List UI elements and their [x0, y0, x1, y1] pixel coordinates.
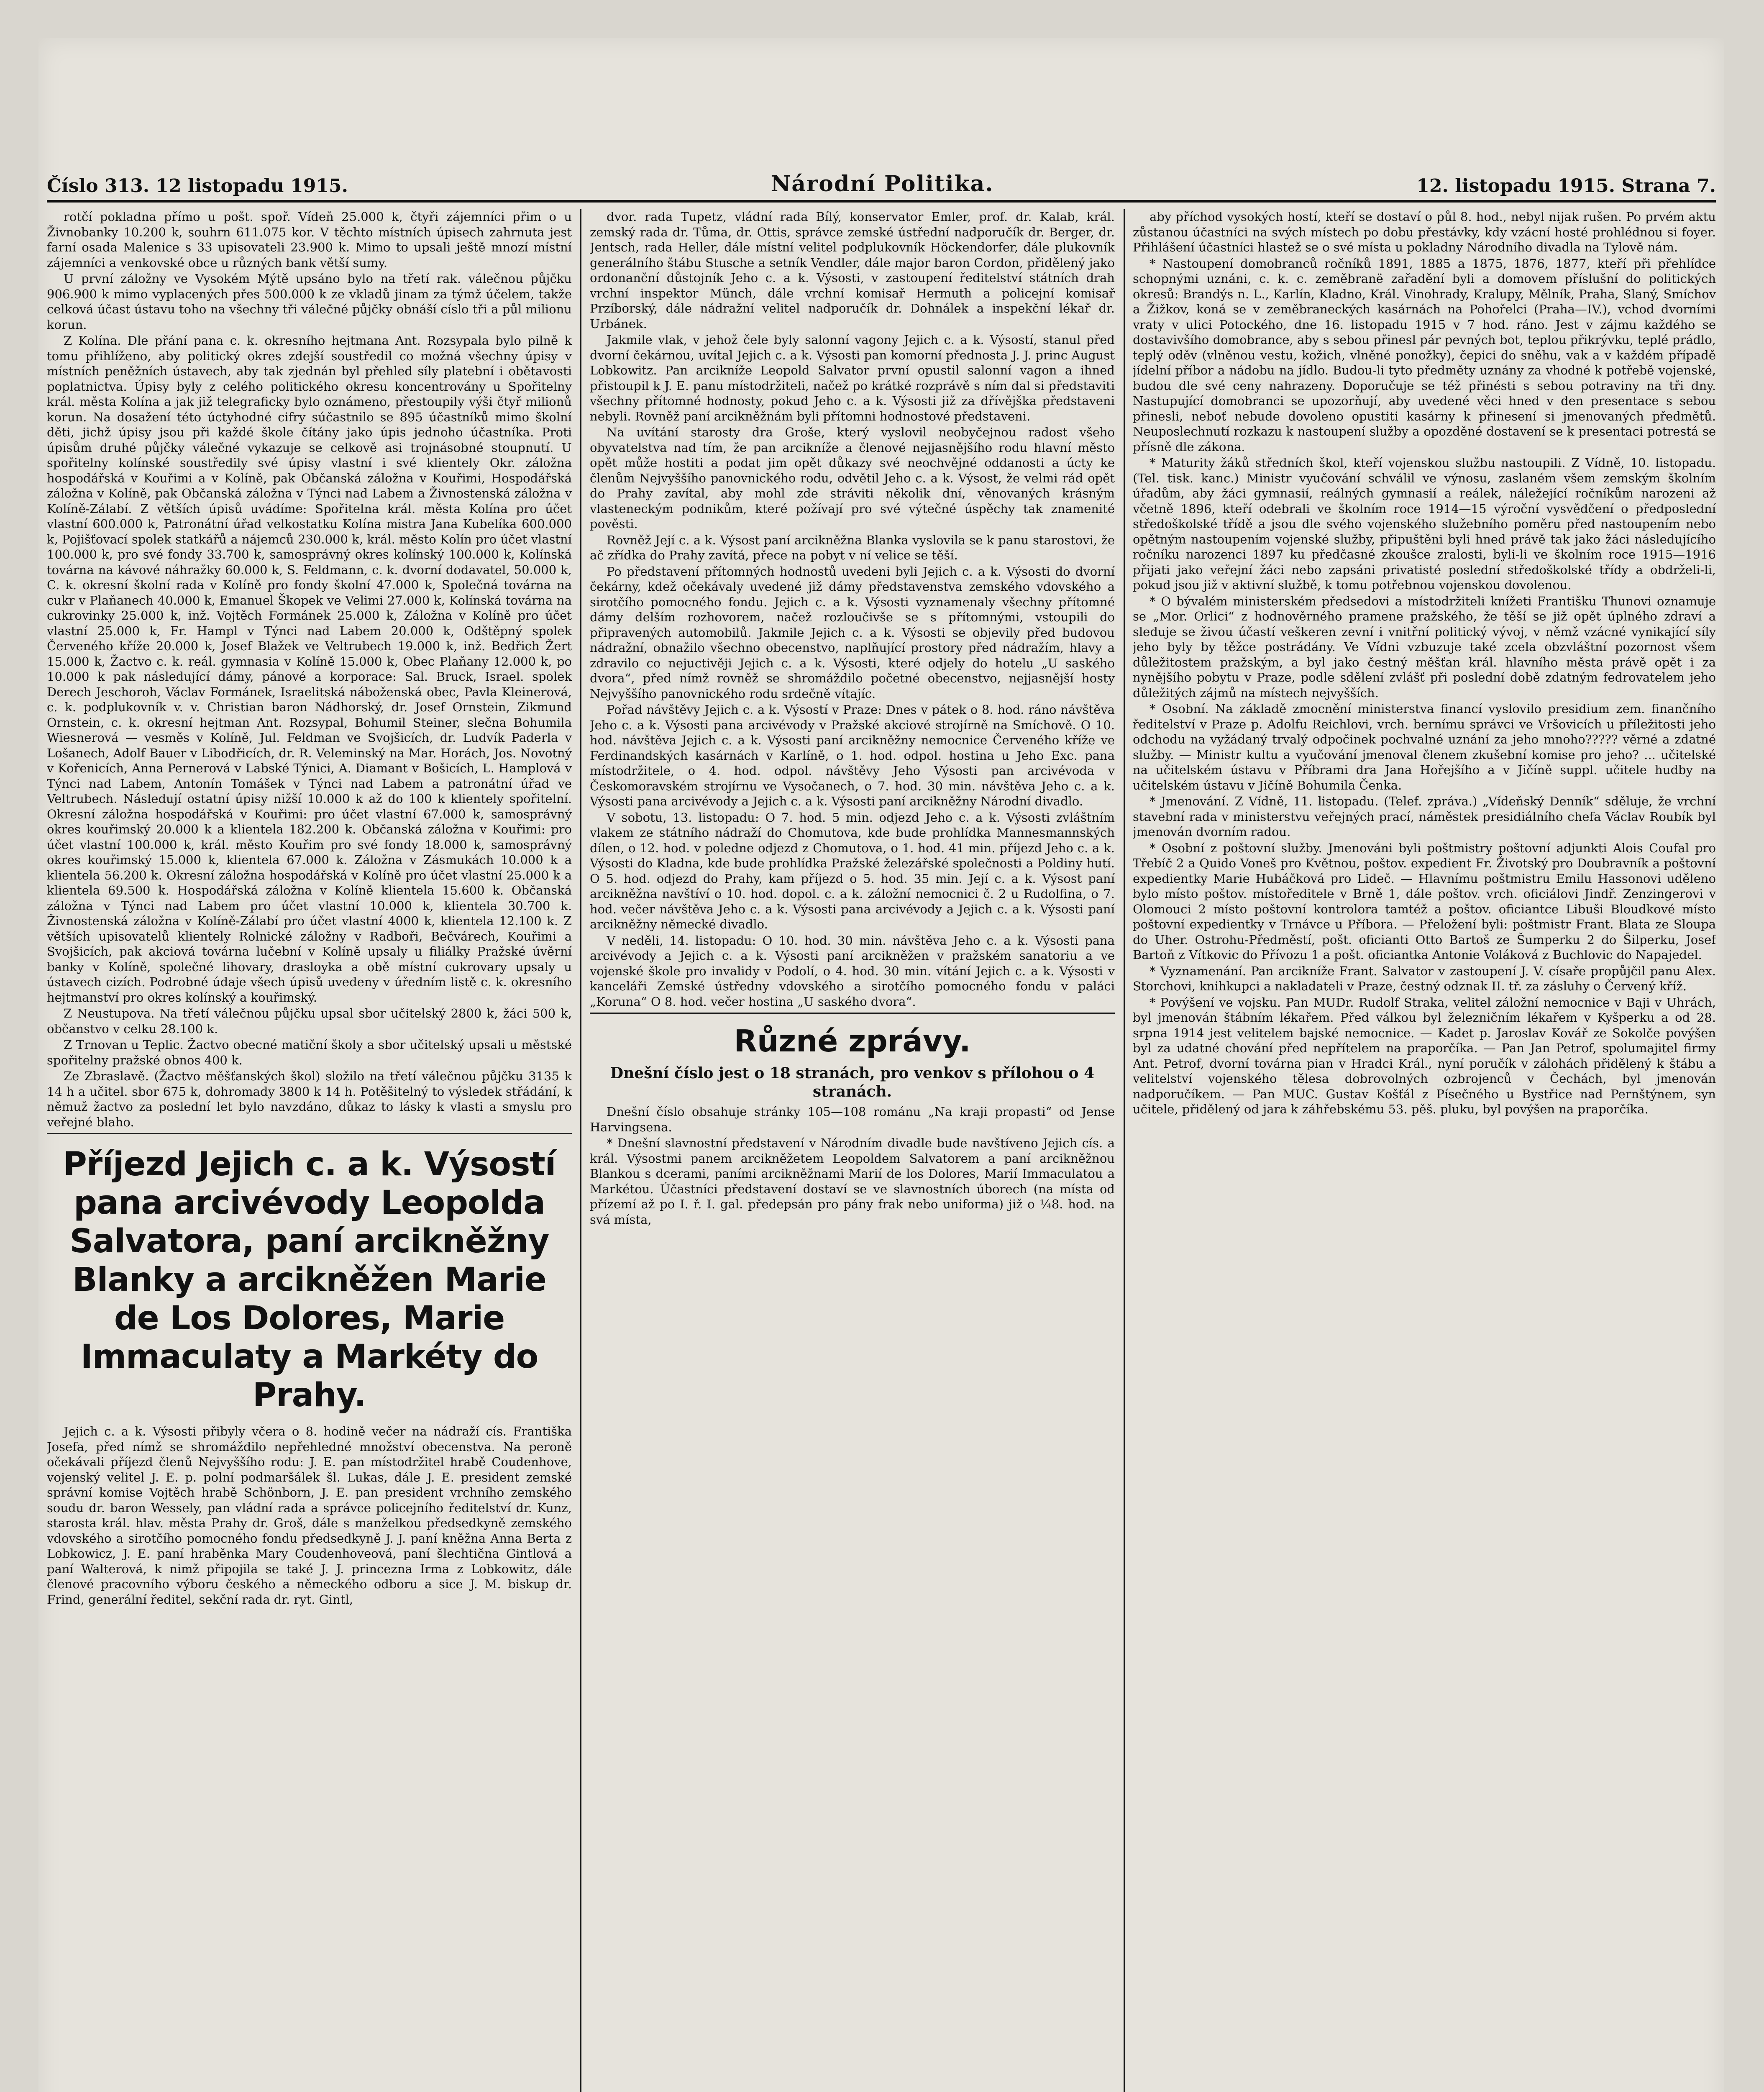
issue-number: Číslo 313. 12 listopadu 1915.: [47, 175, 348, 197]
article-paragraph: * Maturity žáků středních škol, kteří vojenskou službu nastoupili. Z Vídně, 10. listopadu. (Tel. tisk. kanc.) Ministr vyučování schválil ve výnosu, zaslaném všem zemským školním úřadům, aby žáci gymnasií, reálných gymnasií a reálek, náležející ročníkům narozeni až včetně 1896, kteří odebrali ve školním roce 1914—15 výroční vysvědčení o předposlední středoškolské třídě a jsou dle svého vojenského služebního poměru před nastoupením nebo opětným nastoupením vojenské služby, připuštěni byli hned právě tak jako žáci následujícího ročníku narozenci 1897 ku předčasné zkoušce zralosti, byli-li ve školním roce 1915—1916 přijati jako veřejní žáci nebo zapsáni privatisté poslední středoškolské třídy a obdrželi-li, pokud jsou již v aktivní službě, k tomu potřebnou vojenskou dovolenou.: [1133, 456, 1716, 592]
article-paragraph: U první záložny ve Vysokém Mýtě upsáno bylo na třetí rak. válečnou půjčku 906.900 k mimo vyplacených přes 500.000 k ze vkladů jinam za týmž účelem, takže celková účast ústavu toho na všechny tři válečné půjčky obnáší císlo tři a půl milionu korun.: [47, 272, 572, 332]
issue-notice: Dnešní číslo jest o 18 stranách, pro venkov s přílohou o 4 stranách.: [610, 1064, 1095, 1100]
article-paragraph: Na uvítání starosty dra Groše, který vyslovil neobyčejnou radost všeho obyvatelstva nad tím, že pan arcikníže a členové nejjasnějšího rodu hlavní město opět může hostiti a podat jim opět důkazy své neochvějné oddanosti a úcty ke členům Nejvyššího panovnického rodu, odvětil Jeho c. a k. Výsost, že velmi rád opět do Prahy zavítal, aby mohl zde stráviti několik dní, věnovaných krásným vlasteneckým podnikům, které požívají pro své výtečné úspěchy tak znamenité pověsti.: [590, 425, 1115, 531]
article-paragraph: Z Trnovan u Teplic. Žactvo obecné matiční školy a sbor učitelský upsali u městské spořitelny pražské obnos 400 k.: [47, 1038, 572, 1067]
date-page: 12. listopadu 1915. Strana 7.: [1416, 175, 1716, 197]
article-paragraph: Rovněž Její c. a k. Výsost paní arcikněžna Blanka vyslovila se k panu starostovi, že ač zřídka do Prahy zavítá, přece na pobyt v ní velice se těší.: [590, 533, 1115, 562]
article-paragraph: V sobotu, 13. listopadu: O 7. hod. 5 min. odjezd Jeho c. a k. Výsosti zvláštním vlakem ze státního nádraží do Chomutova, kde bude prohlídka Mannesmannských dílen, o 12. hod. v poledne odjezd z Chomutova, o 1. hod. 41 min. příjezd Jeho c. a k. Výsosti do Kladna, kde bude prohlídka Pražské železářské společnosti a Poldiny hutí. O 5. hod. odjezd do Prahy, kam příjezd o 5. hod. 35 min. Její c. a k. Výsost paní arcikněžna navštíví o 10. hod. dopol. c. a k. záložní nemocnici č. 2 u Rudolfina, o 7. hod. večer návštěva Jeho c. a k. Výsosti pana arcivévody a Jejich c. a k. Výsosti paní arcikněžny německé divadlo.: [590, 810, 1115, 931]
article-paragraph: V neděli, 14. listopadu: O 10. hod. 30 min. návštěva Jeho c. a k. Výsosti pana arcivévody a Jejich c. a k. Výsosti paní arcikněžen v pražském sanatoriu a ve vojenské škole pro invalidy v Podolí, o 4. hod. 30 min. vítání Jejich c. a k. Výsosti v kanceláři Zemské ústředny vdovského a sirotčího pomocného fondu v paláci „Koruna“ O 8. hod. večer hostina „U saského dvora“.: [590, 933, 1115, 1009]
divider: [47, 1133, 572, 1134]
divider: [590, 1013, 1115, 1014]
column-2: [590, 209, 1115, 2092]
header-rule: [47, 200, 1716, 203]
article-paragraph: * Vyznamenání. Pan arcikníže Frant. Salvator v zastoupení J. V. císaře propůjčil panu Alex. Storchovi, knihkupci a nakladateli v Praze, čestný odznak II. tř. za zásluhy o Červený kříž.: [1133, 964, 1716, 993]
column-3: [1133, 209, 1716, 2092]
article-paragraph: Z Kolína. Dle přání pana c. k. okresního hejtmana Ant. Rozsypala bylo pilně k tomu přihlíženo, aby politický okres zdejší soustředil co možná všechny úpisy v místních peněžních ústavech, aby tak zjednán byl přehled síly platební i obětavosti poplatnictva. Úpisy byly z celého politického okresu koncentrovány u Spořitelny král. města Kolína a jak již telegraficky bylo oznámeno, přestoupily výši čtyř milionů korun. Na dosažení této úctyhodné cifry súčastnilo se 895 účastníků mimo školní děti, jichž úpisy jsou při každé škole čítány jako úpis jednoho účastníka. Proti úpisům druhé půjčky válečné vykazuje se celkově asi trojnásobné stoupnutí. U spořitelny kolínské soustředily své úpisy vlastní i své klientely Okr. záložna hospodářská v Kouřimi a v Kolíně, pak Občanská záložna v Kouřimi, Hospodářská záložna v Kolíně, pak Občanská záložna v Týnci nad Labem a Živnostenská záložna v Kolíně-Zálabí. Z větších úpisů uvádíme: Spořitelna král. města Kolína pro účet vlastní 600.000 k, Patronátní úřad velkostatku Kolína mistra Jana Kubelíka 600.000 k, Pojišťovací spolek statkářů a nájemců 230.000 k, král. město Kolín pro účet vlastní 100.000 k, pro své fondy 33.700 k, samosprávný okres kolínský 100.000 k, Kolínská továrna na kávové náhražky 60.000 k, S. Feldmann, c. k. dvorní dodavatel, 50.000 k, C. k. okresní školní rada v Kolíně pro fondy školní 47.000 k, Společná továrna na cukr v Plaňanech 40.000 k, Emanuel Škopek ve Velimi 27.000 k, Kolínská továrna na cukrovinky 25.000 k, inž. Vojtěch Formánek 25.000 k, Záložna v Kolíně pro účet vlastní 25.000 k, Fr. Hampl v Týnci nad Labem 20.000 k, Odštěpný spolek Červeného kříže 20.000 k, Josef Blažek ve Veltrubech 19.000 k, inž. Bedřich Žert 15.000 k, Žactvo c. k. reál. gymnasia v Kolíně 15.000 k, Obec Plaňany 12.000 k, po 10.000 k pak následující dámy, pánové a korporace: Sal. Bruck, Israel. spolek Derech Jeschoroh, Václav Formánek, Israelitská náboženská obec, Pavla Kleinerová, c. k. podplukovník v. v. Christian baron Nádhorský, dr. Josef Ornstein, Zikmund Ornstein, c. k. okresní hejtman Ant. Rozsypal, Bohumil Steiner, slečna Bohumila Wiesnerová — vesměs v Kolíně, Jul. Feldman ve Svojšicích, dr. Ludvík Paderla v Lošanech, Adolf Bauer v Libodřicích, dr. R. Veleminský na Mar. Horách, Jos. Novotný v Kořenicích, Anna Pernerová v Labské Týnici, A. Diamant v Bošicích, L. Hamplová v Týnci nad Labem, Antonín Tomášek v Týnci nad Labem a patronátní úřad ve Veltrubech. Následují ostatní úpisy nižší 10.000 k až do 100 k klientely spořitelní. Okresní záložna hospodářská v Kouřimi: pro účet vlastní 67.000 k, samosprávný okres kouřimský 20.000 k a klientela 182.200 k. Občanská záložna v Kouřimi: pro účet vlastní 100.000 k, král. město Kouřim pro své fondy 18.000 k, samosprávný okres kouřimský 15.000 k, klientela 67.000 k. Záložna v Zásmukách 10.000 k a klientela 56.200 k. Okresní záložna hospodářská v Kolíně pro účet vlastní 25.000 k a klientela 69.500 k. Hospodářská záložna v Kolíně klientela 15.600 k. Občanská záložna v Týnci nad Labem pro účet vlastní 10.000 k, klientela 30.700 k. Živnostenská záložna v Kolíně-Zálabí pro účet vlastní 4000 k, klientela 12.100 k. Z větších upisovatelů klientely Rolnické záložny v Radboři, Bečvárech, Kouřimi a Svojšicích, pak akciová továrna lučební v Kolíně upsaly u filiálky Pražské úvěrní banky v Kolíně, společné lihovary, drasloyka a obě místní cukrovary upsaly u ústavech cizích. Podrobné údaje všech úpisů uvedeny v úředním listě c. k. okresního hejtmanství pro okres kolínský a kouřimský.: [47, 333, 572, 1005]
article-paragraph: Jejich c. a k. Výsosti přibyly včera o 8. hodině večer na nádraží cís. Františka Josefa, před nímž se shromáždilo nepřehledné množství obecenstva. Na peroně očekávali příjezd členů Nejvyššího rodu: J. E. pan místodržitel hrabě Coudenhove, vojenský velitel J. E. p. polní podmaršálek šl. Lukas, dále J. E. president zemské správní komise Vojtěch hrabě Schönborn, J. E. pan president vrchního zemského soudu dr. baron Wessely, pan vládní rada a správce policejního ředitelství dr. Kunz, starosta král. hlav. města Prahy dr. Groš, dále s manželkou předsedkyně zemského vdovského a sirotčího pomocného fondu předsedkyně J. J. paní kněžna Anna Berta z Lobkowicz, J. E. paní hraběnka Mary Coudenhoveová, paní šlechtična Gintlová a paní Walterová, k nimž připojila se také J. J. princezna Irma z Lobkowitz, dále členové pracovního výboru českého a německého odboru a sice J. M. biskup dr. Frind, generální ředitel, sekční rada dr. ryt. Gintl,: [47, 1424, 572, 1607]
article-paragraph: * Osobní z poštovní služby. Jmenováni byli poštmistry poštovní adjunkti Alois Coufal pro Třebíč 2 a Quido Voneš pro Květnou, poštov. expedient Fr. Životský pro Doubravník a poštovní expedientky Marie Hubáčková pro Lideč. — Hlavnímu poštmistru Emilu Hassonovi uděleno bylo místo poštov. místoředitele v Brně 1, dále poštov. vrch. oficiálovi Jindř. Zenzingerovi v Olomouci 2 místo poštovní kontrolora tamtéž a poštov. oficiantce Libuši Bloudkové místo poštovní expedientky v Trnávce u Příbora. — Přeložení byli: poštmistr Frant. Blata ze Sloupa do Uher. Ostrohu-Předměstí, pošt. oficianti Otto Bartoš ze Šumperku 2 do Šilperku, Josef Bartoň z Vítkovic do Přívozu 1 a pošt. oficiantka Antonie Voláková z Buchlovic do Napajedel.: [1133, 841, 1716, 962]
column-divider: [1124, 209, 1125, 2092]
article-paragraph: aby příchod vysokých hostí, kteří se dostaví o půl 8. hod., nebyl nijak rušen. Po prvém aktu zůstanou účastníci na svých místech po dobu přestávky, kdy vzácní hosté prohlédnou si foyer. Přihlášení účastníci hlastež se o své místa u pokladny Národního divadla na Tylově nám.: [1133, 210, 1716, 254]
article-paragraph: Pořad návštěvy Jejich c. a k. Výsostí v Praze: Dnes v pátek o 8. hod. ráno návštěva Jeho c. a k. Výsosti pana arcivévody v Pražské akciové strojírně na Smíchově. O 10. hod. návštěva Jejich c. a k. Výsosti paní arcikněžny nemocnice Červeného kříže ve Ferdinandských kasárnách v Karlíně, o 1. hod. odpol. hostina u Jeho Exc. pana místodržitele, o 4. hod. odpol. návštěvy Jeho Výsosti pan arcivévoda v Českomoravském strojírnu ve Vysočanech, o 7. hod. 30 min. návštěva Jeho c. a k. Výsosti pana arcivévody a Jejich c. a k. Výsosti paní arcikněžny Národní divadlo.: [590, 702, 1115, 808]
article-paragraph: * Jmenování. Z Vídně, 11. listopadu. (Telef. zpráva.) „Vídeňský Denník“ sděluje, že vrchní stavební rada v ministerstvu veřejných prací, náměstek presidiálního chefa Václav Roubík byl jmenován dvorním radou.: [1133, 794, 1716, 839]
newspaper-title: Národní Politika.: [771, 171, 994, 197]
article-paragraph: Po představení přítomných hodnostů uvedeni byli Jejich c. a k. Výsosti do dvorní čekárny, kdež očekávaly uvedené již dámy představenstva zemského vdovského a sirotčího pomocného fondu. Jejich c. a k. Výsosti vyznamenaly všechny přítomné dámy delším rozhovorem, načež rozloučivše se s přítomnými, vstoupili do připravených automobilů. Jakmile Jejich c. a k. Výsosti se objevily před budovou nádražní, obnažilo všechno obecenstvo, naplňující prostory před nádražím, hlavy a zdravilo co nejuctivěji Jejich c. a k. Výsosti, které odjely do hotelu „U saského dvora“, před nímž rovněž se shromáždilo početné obecenstvo, nejjasnější hosty Nejvyššího panovnického rodu srdečně vítajíc.: [590, 564, 1115, 701]
newspaper-page: [38, 38, 1724, 2092]
article-paragraph: dvor. rada Tupetz, vládní rada Bílý, konservator Emler, prof. dr. Kalab, král. zemský rada dr. Tůma, dr. Ottis, správce zemské ústřední nadporučík dr. Berger, dr. Jentsch, rada Heller, dále místní velitel podplukovník Höckendorfer, dále plukovník generálního štábu Stusche a setník Vendler, dále major baron Cordon, přidělený jako ordonanční důstojník Jeho c. a k. Výsosti, v zastoupení ředitelství státních drah vrchní inspektor Münch, dále vrchní komisař Hermuth a policejní komisař Przíborský, dále nádražní velitel nadporučík dr. Dohnálek a inspekční lékař dr. Urbánek.: [590, 210, 1115, 331]
article-paragraph: * Dnešní slavnostní představení v Národním divadle bude navštíveno Jejich cís. a král. Výsostmi panem arcikněžetem Leopoldem Salvatorem a paní arcikněžnou Blankou s dcerami, paními arcikněžnami Marií de los Dolores, Marií Immaculatou a Markétou. Účastníci představení dostaví se ve slavnostních úborech (na místa od přízemí až po I. ř. I. gal. předepsán pro pány frak nebo uniforma) již o ¼8. hod. na svá místa,: [590, 1136, 1115, 1227]
article-paragraph: * Osobní. Na základě zmocnění ministerstva financí vyslovilo presidium zem. finančního ředitelství v Praze p. Adolfu Reichlovi, vrch. bernímu správci ve Vršovicích u příležitosti jeho odchodu na vyžádaný trvalý odpočinek pochvalné uznání za jeho mnoho????? věrné a zdatné služby. — Ministr kultu a vyučování jmenoval členem zkušební komise pro jeho? ... učitelské na učitelském ústavu v Příbrami dra Jana Hořejšího a v Jičíně suppl. učitele hudby na učitelském ústavu v Jičíně Bohumila Čenka.: [1133, 702, 1716, 792]
page-header: [47, 163, 1716, 197]
column-divider: [580, 209, 581, 2092]
article-paragraph: Ze Zbraslavě. (Žactvo měšťanských škol) složilo na třetí válečnou půjčku 3135 k 14 h a učitel. sbor 675 k, dohromady 3800 k 14 h. Potěšitelný to výsledek střádání, k němuž žactvo za poslední let bylo navzdáno, důkaz to lásky k vlasti a smyslu pro veřejné blaho.: [47, 1069, 572, 1129]
article-paragraph: * Povýšení ve vojsku. Pan MUDr. Rudolf Straka, velitel záložní nemocnice v Baji v Uhrách, byl jmenován štábním lékařem. Před válkou byl železničním lékařem v Kyšperku a od 28. srpna 1914 jest velitelem bajské nemocnice. — Kadet p. Jaroslav Kovář ze Sokolče povýšen byl za udatné chování před nepřítelem na praporčíka. — Pan Jan Petrof, spolumajitel firmy Ant. Petrof, dvorní továrna pian v Hradci Král., nyní poručík v zálohách přidělený k štábu a velitelství vojenského tělesa dobrovolných ozbrojenců v Čechách, byl jmenován nadporučíkem. — Pan MUC. Gustav Košťál z Písečného u Bystřice nad Pernštýnem, syn učitele, přidělený od jara k záhřebskému 53. pěš. pluku, byl povýšen na praporčíka.: [1133, 995, 1716, 1116]
article-paragraph: Jakmile vlak, v jehož čele byly salonní vagony Jejich c. a k. Výsostí, stanul před dvorní čekárnou, uvítal Jejich c. a k. Výsosti pan komorní přednosta J. J. princ August Lobkowitz. Pan arcikníže Leopold Salvator první opustil salonní vagon a ihned přistoupil k J. E. panu místodržiteli, načež po krátké rozprávě s ním dal si představiti všechny přítomné hodnosty, pokud Jeho c. a k. Výsosti již za dřívějška představeni nebyli. Rovněž paní arcikněžnám byli přítomni hodnostové představeni.: [590, 333, 1115, 423]
article-paragraph: * Nastoupení domobranců ročníků 1891, 1885 a 1875, 1876, 1877, kteří při přehlídce schopnými uznáni, c. k. c. zeměbranë zařadění byli a domovem příslušní do politických okresů: Brandýs n. L., Karlín, Kladno, Král. Vinohrady, Kralupy, Mělník, Praha, Slaný, Smíchov a Žižkov, koná se v zeměbraneckých kasárnách na Pohořelci (Praha—IV.), vchod dvorními vraty v ulici Potockého, dne 16. listopadu 1915 v 7 hod. ráno. Jest v zájmu každého se dostavivšího domobrance, aby s sebou přinesl pár pevných bot, teplou přikrývku, teplé prádlo, teplý oděv (vlněnou vestu, kožich, vlněné ponožky), čepici do sněhu, vak a v každém případě jídelní příbor a nádobu na jídlo. Budou-li tyto předměty uznány za vhodné k potřebě vojenské, budou dle své ceny nahrazeny. Doporučuje se též přinésti s sebou potraviny na tři dny. Nastupující domobranci se upozorňují, aby uvedené věci hned v den presentace s sebou přinesli, neboť nebude dovoleno opustiti kasárny k přinesení si jmenovaných předmětů. Neuposlechnutí rozkazu k nastoupení služby a opozděné dostavení se k presentaci potrestá se přísně dle zákona.: [1133, 256, 1716, 454]
article-paragraph: rotčí pokladna přímo u pošt. spoř. Vídeň 25.000 k, čtyři zájemníci přim o u Živnobanky 10.200 k, souhrn 611.075 kor. V těchto místních úpisech zahrnuta jest farní osada Malenice s 33 upisovateli 23.900 k. Mimo to upsali ještě mnozí místní zájemníci a venkovské obce u různých bank větší sumy.: [47, 210, 572, 270]
article-paragraph: * O bývalém ministerském předsedovi a místodržiteli knížeti Františku Thunovi oznamuje se „Mor. Orlici“ z hodnověrného pramene pražského, že těší se již opět úplného zdraví a sleduje se živou účastí veškeren zevní i vnitřní politický vývoj, v němž vzácné vynikající síly jeho byly by těžce postrádány. Ve Vídni vzbuzuje také zcela obzvláštní pozornost všem důležitostem pražským, a byl jako čestný měšťan král. hlavního města právě opět i za nynějšího pobytu v Praze, podle sdělení zvlášť při poslední době zdatným fedrovatelem jeho důležitých zájmů na místech nejvyšších.: [1133, 594, 1716, 700]
article-paragraph: Z Neustupova. Na třetí válečnou půjčku upsal sbor učitelský 2800 k, žáci 500 k, občanstvo v celku 28.100 k.: [47, 1006, 572, 1036]
column-1: [47, 209, 572, 2092]
article-headline: Příjezd Jejich c. a k. Výsostí pana arcivévody Leopolda Salvatora, paní arcikněžny Blanky a arcikněžen Marie de Los Dolores, Marie Immaculaty a Markéty do Prahy.: [63, 1146, 556, 1414]
section-headline: Různé zprávy.: [734, 1023, 971, 1059]
article-paragraph: Dnešní číslo obsahuje stránky 105—108 románu „Na kraji propasti“ od Jense Harvingsena.: [590, 1105, 1115, 1134]
